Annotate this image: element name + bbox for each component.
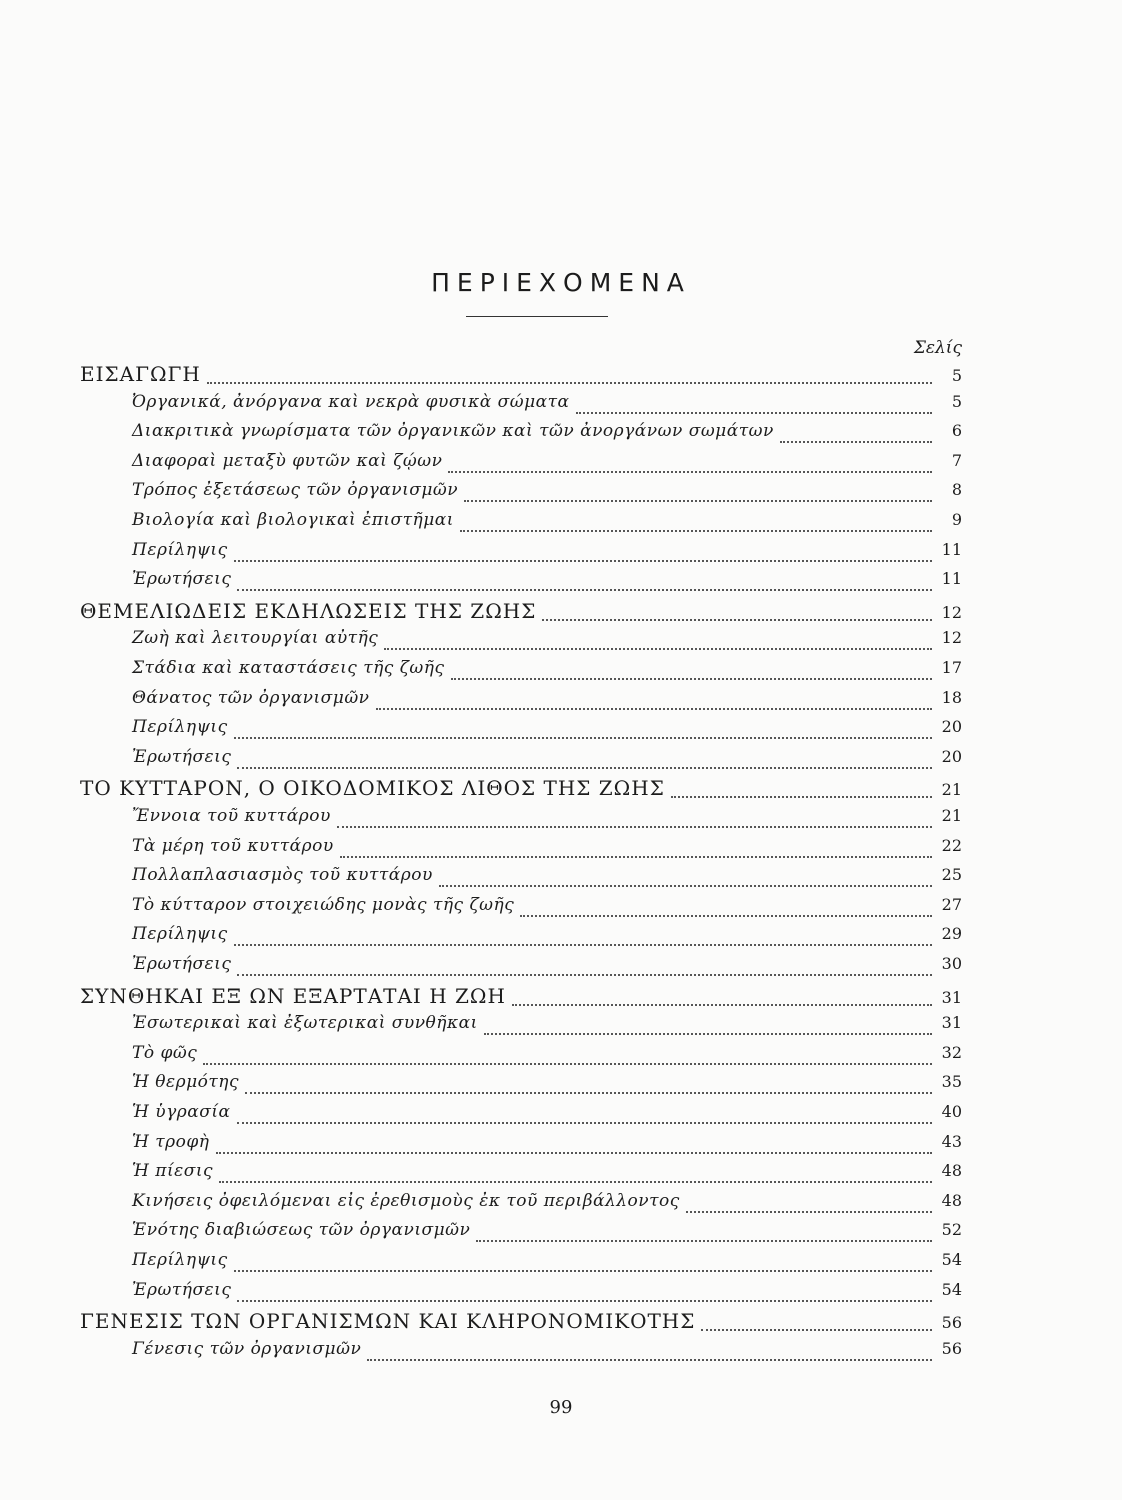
toc-page-number: 5 [951, 366, 962, 385]
dot-leader [439, 885, 932, 887]
dot-leader [460, 530, 932, 532]
toc-entry-row [132, 1250, 962, 1278]
page-title: ΠΕΡΙΕΧΟΜΕΝΑ [431, 268, 691, 297]
toc-entry-title: Ὀργανικά, ἀνόργανα καὶ νεκρὰ φυσικὰ σώματα [132, 391, 570, 412]
toc-entry-row [132, 421, 962, 449]
dot-leader [367, 1359, 932, 1361]
dot-leader [464, 500, 932, 502]
dot-leader [476, 1240, 932, 1242]
toc-entry-row [132, 1191, 962, 1219]
toc-page-number: 56 [941, 1338, 962, 1358]
dot-leader [376, 708, 932, 710]
toc-section-row [80, 776, 962, 804]
dot-leader [542, 619, 932, 621]
toc-entry-title: Τὸ φῶς [132, 1042, 198, 1063]
page-number: 99 [549, 1397, 573, 1418]
dot-leader [520, 915, 932, 917]
toc-entry-title: ΣΥΝΘΗΚΑΙ ΕΞ ΩΝ ΕΞΑΡΤΑΤΑΙ Η ΖΩΗ [80, 983, 506, 1008]
toc-page-number: 54 [941, 1279, 962, 1299]
toc-entry-row [132, 924, 962, 952]
toc-entry-title: Τρόπος ἐξετάσεως τῶν ὀργανισμῶν [132, 480, 459, 501]
toc-page-number: 30 [941, 954, 962, 973]
toc-page-number: 32 [941, 1042, 962, 1062]
toc-entry-title: Ἡ πίεσις [132, 1161, 214, 1182]
dot-leader [484, 1033, 932, 1035]
toc-entry-row [132, 569, 962, 597]
dot-leader [576, 412, 932, 414]
toc-entry-title: Ἐσωτερικαὶ καὶ ἐξωτερικαὶ συνθῆκαι [132, 1013, 478, 1034]
toc-entry-row [132, 717, 962, 745]
toc-page-number: 35 [941, 1072, 962, 1092]
toc-page-number: 21 [941, 780, 962, 800]
dot-leader [245, 1092, 932, 1094]
toc-entry-row [132, 688, 962, 716]
toc-section-row [80, 599, 962, 627]
toc-entry-row [132, 1043, 962, 1071]
toc-entry-row [132, 895, 962, 923]
toc-entry-title: Τὸ κύτταρον στοιχειώδης μονὰς τῆς ζωῆς [132, 894, 515, 915]
toc-page-number: 31 [941, 1013, 962, 1033]
dot-leader [216, 1152, 933, 1154]
toc-entry-title: Περίληψις [132, 924, 228, 945]
dot-leader [384, 648, 932, 650]
toc-entry-title: Θάνατος τῶν ὀργανισμῶν [132, 687, 370, 708]
toc-entry-row [132, 836, 962, 864]
toc-entry-title: Περίληψις [132, 1250, 228, 1270]
toc-page-number: 17 [941, 658, 962, 677]
toc-page-number: 18 [941, 687, 962, 707]
toc-page-number: 7 [951, 450, 962, 470]
toc-page-number: 29 [941, 924, 962, 944]
toc-entry-title: ΘΕΜΕΛΙΩΔΕΙΣ ΕΚΔΗΛΩΣΕΙΣ ΤΗΣ ΖΩΗΣ [80, 598, 537, 623]
dot-leader [237, 1122, 933, 1124]
toc-entry-title: Πολλαπλασιασμὸς τοῦ κυττάρου [132, 865, 433, 886]
toc-page-number: 5 [951, 391, 962, 411]
toc-entry-row [132, 954, 962, 982]
toc-entry-title: Ἔννοια τοῦ κυττάρου [132, 806, 331, 826]
toc-page-number: 56 [941, 1313, 962, 1333]
toc-entry-row [132, 865, 962, 893]
toc-entry-row [132, 1339, 962, 1367]
toc-entry-title: Ἐρωτήσεις [132, 746, 232, 767]
toc-page-number: 27 [941, 894, 962, 914]
toc-entry-row [132, 1132, 962, 1160]
toc-entry-title: Διακριτικὰ γνωρίσματα τῶν ὀργανικῶν καὶ τῶν ἀνοργάνων σωμάτων [132, 421, 774, 442]
toc-page-number: 9 [951, 510, 962, 529]
dot-leader [340, 856, 932, 858]
toc-entry-row [132, 1013, 962, 1041]
toc-entry-title: ΕΙΣΑΓΩΓΗ [80, 362, 201, 386]
toc-page-number: 8 [951, 480, 962, 500]
dot-leader [234, 944, 932, 946]
toc-page-number: 43 [941, 1131, 962, 1151]
toc-page-number: 54 [941, 1250, 962, 1269]
toc-entry-title: Ἐρωτήσεις [132, 569, 232, 590]
toc-page-number: 48 [941, 1190, 962, 1210]
toc-page-number: 11 [941, 569, 962, 589]
toc-entry-row [132, 628, 962, 656]
dot-leader [237, 589, 932, 591]
toc-page-number: 25 [941, 865, 962, 885]
toc-entry-title: Ζωὴ καὶ λειτουργίαι αὐτῆς [132, 628, 379, 649]
page-column-header: Σελίς [913, 338, 962, 358]
toc-section-row [80, 984, 962, 1012]
toc-entry-row [132, 806, 962, 834]
toc-page-number: 21 [941, 806, 962, 825]
toc-page-number: 31 [941, 987, 962, 1007]
dot-leader [512, 1004, 932, 1006]
toc-entry-title: ΓΕΝΕΣΙΣ ΤΩΝ ΟΡΓΑΝΙΣΜΩΝ ΚΑΙ ΚΛΗΡΟΝΟΜΙΚΟΤΗΣ [80, 1309, 696, 1334]
dot-leader [237, 1300, 932, 1302]
toc-entry-title: Τὰ μέρη τοῦ κυττάρου [132, 835, 334, 856]
toc-entry-row [132, 1280, 962, 1308]
toc-entry-row [132, 392, 962, 420]
dot-leader [451, 678, 932, 680]
toc-page-number: 6 [951, 421, 962, 441]
toc-page-number: 20 [941, 717, 962, 737]
toc-entry-row [132, 1072, 962, 1100]
dot-leader [448, 471, 932, 473]
toc-page-number: 12 [941, 602, 962, 622]
dot-leader [686, 1211, 932, 1213]
toc-entry-title: Ἡ ὑγρασία [132, 1102, 231, 1122]
toc-entry-row [132, 747, 962, 775]
dot-leader [234, 1270, 932, 1272]
toc-entry-title: Περίληψις [132, 539, 228, 560]
dot-leader [203, 1063, 932, 1065]
toc-page-number: 20 [941, 746, 962, 766]
dot-leader [237, 974, 932, 976]
toc-page-number: 52 [941, 1220, 962, 1240]
toc-entry-row [132, 540, 962, 568]
toc-entry-title: Στάδια καὶ καταστάσεις τῆς ζωῆς [132, 658, 445, 678]
toc-entry-title: ΤΟ ΚΥΤΤΑΡΟΝ, Ο ΟΙΚΟΔΟΜΙΚΟΣ ΛΙΘΟΣ ΤΗΣ ΖΩΗΣ [80, 776, 665, 801]
toc-page-number: 48 [941, 1161, 962, 1181]
toc-entry-row [132, 451, 962, 479]
toc-entry-title: Ἡ τροφὴ [132, 1131, 210, 1152]
toc-page-number: 22 [941, 835, 962, 855]
toc-entry-title: Ἐρωτήσεις [132, 954, 232, 974]
toc-entry-row [132, 1161, 962, 1189]
dot-leader [207, 382, 932, 384]
toc-page-number: 40 [941, 1102, 962, 1121]
dot-leader [701, 1329, 932, 1331]
toc-entry-title: Ἡ θερμότης [132, 1072, 240, 1093]
dot-leader [337, 826, 932, 828]
toc-entry-row [132, 1102, 962, 1130]
toc-entry-title: Περίληψις [132, 717, 228, 738]
dot-leader [219, 1181, 932, 1183]
toc-entry-title: Βιολογία καὶ βιολογικαὶ ἐπιστῆμαι [132, 510, 454, 530]
dot-leader [234, 560, 932, 562]
toc-entry-title: Ἑνότης διαβιώσεως τῶν ὀργανισμῶν [132, 1220, 471, 1241]
toc-page-number: 12 [941, 628, 962, 648]
dot-leader [780, 441, 932, 443]
toc-entry-row [132, 1220, 962, 1248]
dot-leader [671, 796, 932, 798]
toc-entry-title: Ἐρωτήσεις [132, 1279, 232, 1300]
toc-entry-row [132, 510, 962, 538]
toc-section-row [80, 1309, 962, 1337]
toc-entry-row [132, 480, 962, 508]
toc-entry-title: Κινήσεις ὀφειλόμεναι εἰς ἐρεθισμοὺς ἐκ τοῦ περιβάλλοντος [132, 1190, 680, 1211]
toc-entry-title: Διαφοραὶ μεταξὺ φυτῶν καὶ ζῴων [132, 450, 443, 471]
toc-page-number: 11 [941, 539, 962, 559]
toc-entry-row [132, 658, 962, 686]
toc-section-row [80, 362, 962, 390]
dot-leader [237, 767, 932, 769]
dot-leader [234, 737, 932, 739]
toc-entry-title: Γένεσις τῶν ὀργανισμῶν [132, 1338, 362, 1359]
